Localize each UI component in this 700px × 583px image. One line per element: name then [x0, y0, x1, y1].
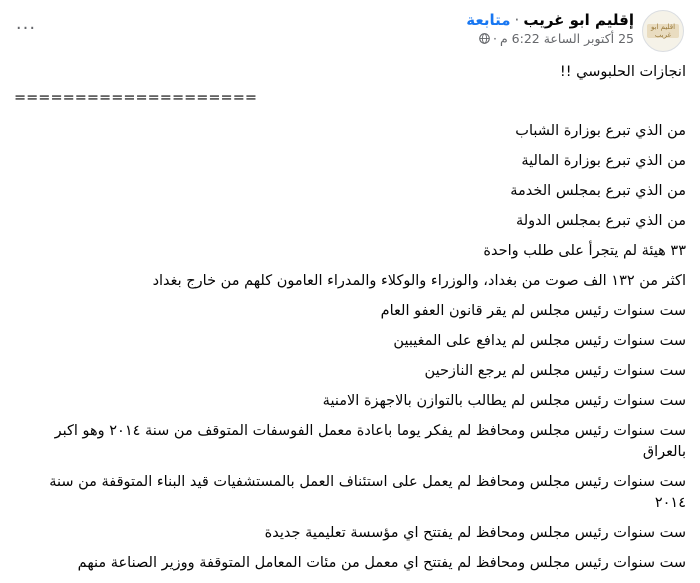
post-line: ست سنوات رئيس مجلس ومحافظ لم يفتتح اي مؤسسة تعليمية جديدة [264, 525, 686, 541]
post-line: ست سنوات رئيس مجلس لم يطالب بالتوازن بالاجهزة الامنية [322, 393, 686, 409]
post-line: من الذي تبرع بوزارة المالية [521, 153, 686, 169]
post-line: ست سنوات رئيس مجلس ومحافظ لم يعمل على استئناف العمل بالمستشفيات قيد البناء المتوقفة من سنة ٢٠١٤ [49, 474, 686, 511]
follow-button[interactable]: متابعة [466, 11, 511, 29]
post-body [14, 62, 686, 583]
post-line: من الذي تبرع بمجلس الدولة [515, 213, 686, 229]
avatar-logo-text: اقليم ابو غريب [650, 23, 676, 39]
post-line: ست سنوات رئيس مجلس ومحافظ لم يفتتح اي معمل من مئات المعامل المتوقفة ووزير الصناعة منهم [77, 555, 686, 571]
post-line: ست سنوات رئيس مجلس ومحافظ لم يفكر يوما باعادة معمل الفوسفات المتوقف من سنة ٢٠١٤ وهو اكبر بالعراق [54, 423, 686, 460]
time-separator: · [492, 31, 497, 46]
post-line: ست سنوات رئيس مجلس لم يقر قانون العفو العام [380, 303, 686, 319]
post-line: ست سنوات رئيس مجلس لم يرجع النازحين [424, 363, 686, 379]
post-line: اكثر من ١٣٢ الف صوت من بغداد، والوزراء والوكلاء والمدراء العامون كلهم من خارج بغداد [152, 273, 686, 289]
more-options-icon[interactable]: ··· [15, 17, 37, 39]
post-line: ست سنوات رئيس مجلس لم يدافع على المغيبين [393, 333, 686, 349]
globe-icon[interactable] [479, 33, 490, 44]
page-avatar[interactable] [642, 10, 684, 52]
post-line: من الذي تبرع بوزارة الشباب [515, 123, 686, 139]
post-line: انجازات الحلبوسي !! [559, 64, 686, 80]
post-header [8, 8, 684, 58]
post-timestamp[interactable]: 25 أكتوبر الساعة 6:22 م [499, 31, 634, 46]
time-line [466, 30, 634, 48]
post-line: من الذي تبرع بمجلس الخدمة [510, 183, 686, 199]
page-name-link[interactable]: إقليم ابو غريب [523, 11, 634, 29]
post-separator-line: ==================== [14, 90, 257, 106]
name-line [466, 10, 634, 30]
name-separator: · [514, 11, 520, 29]
post-line: ٣٣ هيئة لم يتجرأ على طلب واحدة [483, 243, 686, 259]
post-meta [466, 10, 634, 48]
